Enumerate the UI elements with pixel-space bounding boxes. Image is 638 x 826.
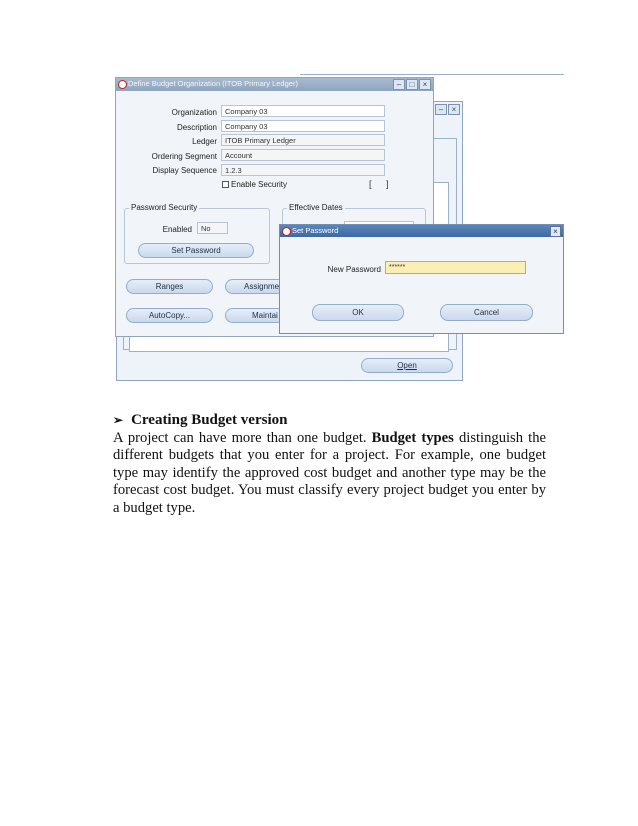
- ranges-button[interactable]: Ranges: [126, 279, 213, 294]
- assignments-button[interactable]: Assignme: [225, 279, 285, 294]
- organization-field[interactable]: Company 03: [221, 105, 385, 117]
- ok-button[interactable]: OK: [312, 304, 404, 321]
- set-password-button[interactable]: Set Password: [138, 243, 254, 258]
- oracle-logo-icon: [118, 80, 127, 89]
- bracket-left: [: [369, 179, 372, 189]
- bullet-arrow-icon: ➢: [113, 413, 124, 427]
- set-password-dialog: [279, 224, 564, 334]
- oracle-logo-icon: [282, 227, 291, 236]
- open-button[interactable]: Open: [361, 358, 453, 373]
- top-divider-line: [300, 74, 564, 75]
- display-sequence-label: Display Sequence: [152, 166, 217, 175]
- dialog-title: Set Password: [292, 226, 339, 235]
- maximize-icon[interactable]: □: [406, 79, 418, 90]
- section-heading-text: Creating Budget version: [131, 412, 288, 428]
- minimize-icon[interactable]: –: [435, 104, 447, 115]
- close-icon[interactable]: ×: [448, 104, 460, 115]
- ledger-label: Ledger: [192, 137, 217, 146]
- description-field[interactable]: Company 03: [221, 120, 385, 132]
- ledger-field[interactable]: ITOB Primary Ledger: [221, 134, 385, 146]
- close-icon[interactable]: ×: [419, 79, 431, 90]
- new-password-field[interactable]: ******: [385, 261, 526, 274]
- enable-security-label: Enable Security: [231, 180, 288, 189]
- cancel-button[interactable]: Cancel: [440, 304, 533, 321]
- body-paragraph: A project can have more than one budget. Budget types distinguish the different budgets that you enter for a project. For example, one budget type may identify the approved cost budget and another type may be the forecast cost budget. You must classify every project budget you enter by a budget type.: [113, 430, 546, 516]
- effective-dates-title: Effective Dates: [289, 203, 343, 212]
- new-password-label: New Password: [327, 265, 381, 274]
- window-title: Define Budget Organization (ITOB Primary Ledger): [128, 79, 298, 88]
- dialog-title-bar[interactable]: [280, 225, 563, 237]
- ordering-segment-label: Ordering Segment: [151, 152, 217, 161]
- enabled-label: Enabled: [162, 225, 192, 234]
- bracket-right: ]: [386, 179, 389, 189]
- window-controls: [392, 79, 431, 97]
- background-window-controls: [434, 104, 460, 122]
- minimize-icon[interactable]: –: [393, 79, 405, 90]
- ordering-segment-field[interactable]: Account: [221, 149, 385, 161]
- section-heading: [113, 412, 287, 429]
- display-sequence-field[interactable]: 1.2.3: [221, 164, 385, 176]
- enable-security-checkbox[interactable]: [222, 181, 229, 188]
- description-label: Description: [176, 123, 217, 132]
- window-title-bar[interactable]: [116, 78, 433, 91]
- password-security-title: Password Security: [131, 203, 198, 212]
- maintain-button[interactable]: Maintai: [225, 308, 285, 323]
- autocopy-button[interactable]: AutoCopy...: [126, 308, 213, 323]
- organization-label: Organization: [171, 108, 217, 117]
- enabled-field[interactable]: No: [197, 222, 228, 234]
- close-icon[interactable]: ×: [550, 226, 561, 237]
- budget-types-term: Budget types: [371, 430, 454, 446]
